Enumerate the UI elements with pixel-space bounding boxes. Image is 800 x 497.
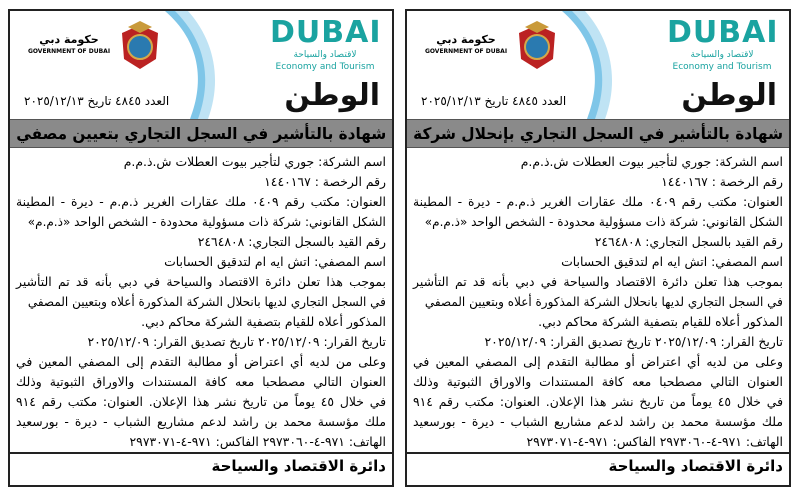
notice-title-text: شهادة بالتأشير في السجل التجاري بتعيين مصفي [15,124,386,143]
body-line [413,312,783,332]
notice-header [407,11,789,119]
body-line [413,212,783,232]
body-line-text: في خلال ٤٥ يوماً من تاريخ نشر هذا الإعلان. العنوان: مكتب رقم ٩١٤ [16,394,386,409]
body-line [413,352,783,372]
notice-title-text: شهادة بالتأشير في السجل التجاري بإنحلال شركة [413,124,783,143]
body-line [413,172,783,192]
gov-name-ar: حكومة دبي [39,33,99,46]
body-line-text: تاريخ القرار: ٢٠٢٥/١٢/٠٩ تاريخ تصديق القرار: ٢٠٢٥/١٢/٠٩ [484,334,783,349]
body-line-text: وعلى من لديه أي اعتراض أو مطالبة التقدم إلى المصفي المعين في [413,354,783,369]
notice-footer: دائرة الاقتصاد والسياحة [10,452,392,478]
dubai-economy-logo [270,17,380,73]
body-line [16,252,386,272]
body-line [16,172,386,192]
body-line [16,352,386,372]
dept-name-en: Economy and Tourism [275,62,375,72]
dubai-economy-logo [667,17,777,73]
dubai-emblem-icon [515,19,559,71]
body-line-text: العنوان: مكتب رقم ٠٤٠٩ ملك عقارات الغرير ذ.م.م - ديرة - المطينة [413,194,784,209]
body-line [16,152,386,172]
issue-info: العدد ٤٨٤٥ تاريخ ٢٠٢٥/١٢/١٣ [24,94,170,108]
notice-body [10,148,392,452]
body-line [413,332,783,352]
body-line-text: الهاتف: ٩٧١-٤-٢٩٧٣٠٦٠ الفاكس: ٩٧١-٤-٢٩٧٣٠٧١ [129,434,386,449]
body-line [16,192,386,212]
notice-right [405,9,791,487]
body-line [413,292,783,312]
body-line-text: في السجل التجاري لديها بانحلال الشركة المذكورة أعلاه وبتعيين المصفي [28,294,386,309]
gov-name-en: GOVERNMENT OF DUBAI [424,48,508,55]
body-line [16,292,386,312]
government-of-dubai [24,33,114,56]
notice-title [10,119,392,148]
body-line-text: الشكل القانوني: شركة ذات مسؤولية محدودة - الشخص الواحد «ذ.م.م» [27,214,386,229]
body-line-text: المذكور أعلاه للقيام بتصفية الشركة محاكم دبي. [538,314,783,329]
body-line-text: رقم الرخصة : ١٤٤٠١٦٧ [661,174,783,189]
body-line [16,432,386,452]
body-line [413,392,783,412]
body-line [413,152,783,172]
dubai-logo-text: DUBAI [270,15,382,50]
body-line [16,312,386,332]
body-line [413,192,783,212]
body-line-text: رقم الرخصة : ١٤٤٠١٦٧ [264,174,386,189]
gov-name-ar: حكومة دبي [436,33,496,46]
body-line [413,372,783,392]
body-line-text: العنوان التالي مصطحبا معه كافة المستندات والاوراق الثبوتية وذلك [413,374,783,389]
body-line [413,272,783,292]
body-line [16,412,386,432]
dept-name-ar: لاقتصاد والسياحة [690,50,754,60]
issue-info: العدد ٤٨٤٥ تاريخ ٢٠٢٥/١٢/١٣ [421,94,567,108]
notice-body [407,148,789,452]
body-line-text: الشكل القانوني: شركة ذات مسؤولية محدودة - الشخص الواحد «ذ.م.م» [424,214,783,229]
body-line [16,212,386,232]
body-line [413,232,783,252]
body-line-text: في خلال ٤٥ يوماً من تاريخ نشر هذا الإعلان. العنوان: مكتب رقم ٩١٤ [413,394,783,409]
body-line-text: ملك مؤسسة محمد بن راشد لدعم مشاريع الشباب - ديرة - بورسعيد [413,414,783,429]
body-line-text: رقم القيد بالسجل التجاري: ٢٤٦٤٨٠٨ [197,234,386,249]
body-line [413,252,783,272]
body-line-text: العنوان التالي مصطحبا معه كافة المستندات والاوراق الثبوتية وذلك [16,374,386,389]
notice-title [407,119,789,148]
body-line-text: المذكور أعلاه للقيام بتصفية الشركة محاكم دبي. [141,314,386,329]
body-line-text: اسم المصفي: اتش ايه ام لتدقيق الحسابات [561,254,783,269]
body-line [16,392,386,412]
body-line-text: في السجل التجاري لديها بانحلال الشركة المذكورة أعلاه وبتعيين المصفي [425,294,783,309]
body-line-text: اسم المصفي: اتش ايه ام لتدقيق الحسابات [164,254,386,269]
body-line [16,332,386,352]
dept-name-en: Economy and Tourism [672,62,772,72]
notice-header [10,11,392,119]
body-line-text: العنوان: مكتب رقم ٠٤٠٩ ملك عقارات الغرير ذ.م.م - ديرة - المطينة [16,194,387,209]
body-line-text: تاريخ القرار: ٢٠٢٥/١٢/٠٩ تاريخ تصديق القرار: ٢٠٢٥/١٢/٠٩ [87,334,386,349]
body-line-text: اسم الشركة: جوري لتأجير بيوت العطلات ش.ذ.م.م [520,154,783,169]
government-of-dubai [421,33,511,56]
gov-name-en: GOVERNMENT OF DUBAI [27,48,111,55]
body-line-text: بموجب هذا تعلن دائرة الاقتصاد والسياحة في دبي بأنه قد تم التأشير [16,274,386,289]
notice-footer: دائرة الاقتصاد والسياحة [407,452,789,478]
newspaper-name: الوطن [681,78,777,113]
body-line-text: اسم الشركة: جوري لتأجير بيوت العطلات ش.ذ.م.م [123,154,386,169]
body-line [16,372,386,392]
notice-left [8,9,394,487]
dept-name-ar: لاقتصاد والسياحة [293,50,357,60]
body-line [16,232,386,252]
body-line-text: وعلى من لديه أي اعتراض أو مطالبة التقدم إلى المصفي المعين في [16,354,386,369]
body-line-text: بموجب هذا تعلن دائرة الاقتصاد والسياحة في دبي بأنه قد تم التأشير [413,274,783,289]
body-line [413,412,783,432]
dubai-logo-text: DUBAI [667,15,779,50]
body-line [16,272,386,292]
newspaper-name: الوطن [284,78,380,113]
body-line-text: رقم القيد بالسجل التجاري: ٢٤٦٤٨٠٨ [594,234,783,249]
body-line-text: ملك مؤسسة محمد بن راشد لدعم مشاريع الشباب - ديرة - بورسعيد [16,414,386,429]
body-line-text: الهاتف: ٩٧١-٤-٢٩٧٣٠٦٠ الفاكس: ٩٧١-٤-٢٩٧٣٠٧١ [526,434,783,449]
dubai-emblem-icon [118,19,162,71]
body-line [413,432,783,452]
